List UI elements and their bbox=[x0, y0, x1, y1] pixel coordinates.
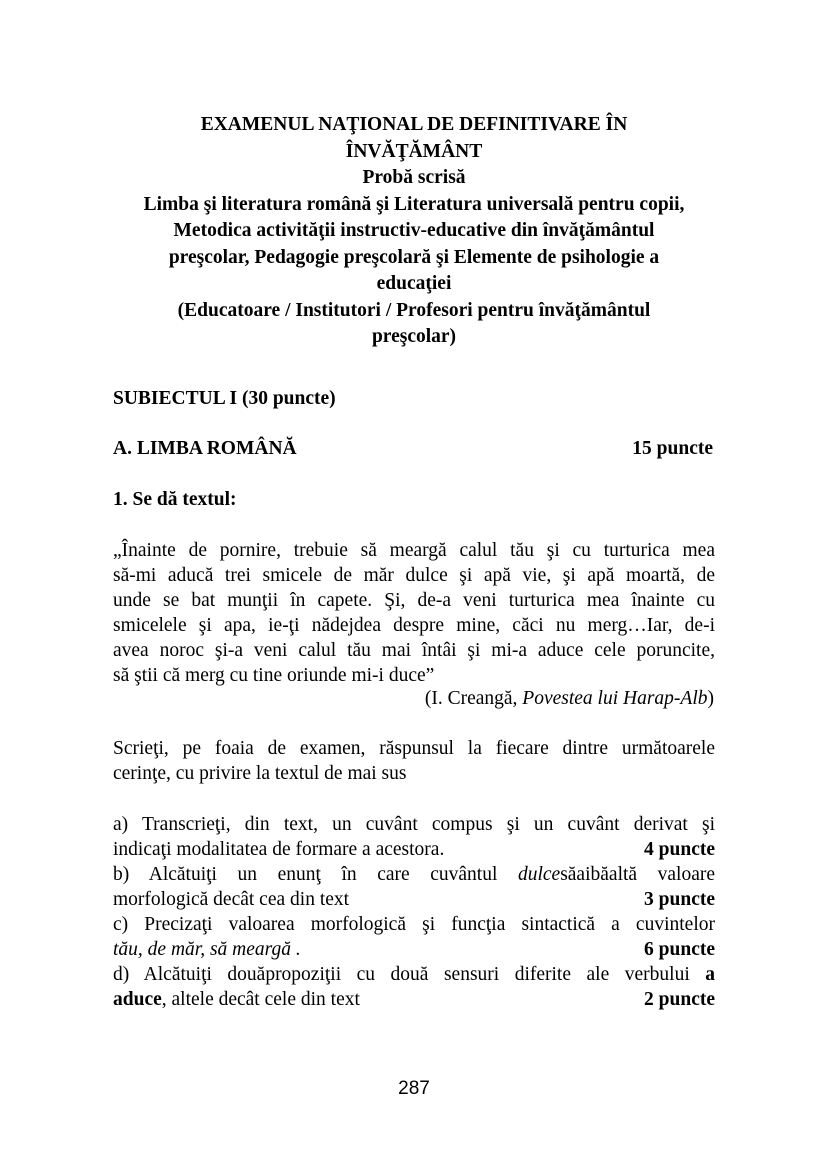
task-d-verb: aduce bbox=[113, 989, 162, 1010]
header-line: ÎNVĂŢĂMÂNT bbox=[345, 140, 483, 162]
header-line: educaţiei bbox=[376, 273, 452, 294]
header-line: EXAMENUL NAŢIONAL DE DEFINITIVARE ÎN bbox=[200, 114, 628, 135]
task-list bbox=[113, 812, 715, 1012]
task-d-verb: a bbox=[705, 964, 715, 985]
instruction-line: cerinţe, cu privire la textul de mai sus bbox=[113, 763, 407, 784]
task-d-text: d) Alcătuiţi douăpropoziţii cu două sensuri diferite ale verbului bbox=[113, 964, 706, 985]
quote-line: „Înainte de pornire, trebuie să meargă calul tău şi cu turturica mea bbox=[113, 540, 715, 561]
quote-line: să ştii că merg cu tine oriunde mi-i duce” bbox=[113, 665, 435, 686]
header-line: (Educatoare / Institutori / Profesori pentru învăţământul bbox=[177, 299, 651, 321]
citation-suffix: ) bbox=[707, 688, 714, 709]
quote-line: avea noroc şi-a veni calul tău mai întâi şi mi-a aduce cele poruncite, bbox=[113, 640, 715, 661]
header-line: preşcolar, Pedagogie preşcolară şi Elemente de psihologie a bbox=[168, 246, 660, 268]
section-heading bbox=[113, 438, 713, 460]
task-a-line bbox=[113, 837, 715, 862]
task-d-line bbox=[113, 962, 715, 987]
question-title: 1. Se dă textul: bbox=[113, 489, 237, 510]
quoted-text bbox=[113, 538, 715, 688]
citation bbox=[425, 688, 714, 710]
section-points: 15 puncte bbox=[632, 438, 713, 459]
header-line: Metodica activităţii instructiv-educative din învăţământul bbox=[173, 220, 655, 241]
task-d-line bbox=[113, 987, 715, 1012]
quote-line: să-mi aducă trei smicele de măr dulce şi apă vie, şi apă moartă, de bbox=[113, 565, 715, 586]
task-d-points: 2 puncte bbox=[644, 989, 715, 1010]
task-c-words: tău, de măr, să meargă . bbox=[113, 939, 301, 960]
task-a-line: a) Transcrieţi, din text, un cuvânt compus şi un cuvânt derivat şi bbox=[113, 814, 715, 835]
task-a-text: indicaţi modalitatea de formare a acestora. bbox=[113, 839, 445, 860]
task-c-points: 6 puncte bbox=[644, 939, 715, 960]
header-line: Limba şi literatura română şi Literatura universală pentru copii, bbox=[143, 193, 685, 215]
quote-line: unde se bat munţii în capete. Şi, de-a veni turturica mea înainte cu bbox=[113, 590, 715, 611]
task-a-points: 4 puncte bbox=[644, 839, 715, 860]
task-b-text: b) Alcătuiţi un enunţ în care cuvântul bbox=[113, 864, 518, 885]
section-label: A. LIMBA ROMÂNĂ bbox=[113, 438, 297, 459]
task-d-text-wrap bbox=[113, 987, 360, 1012]
exam-header bbox=[108, 112, 720, 351]
subject-title: SUBIECTUL I (30 puncte) bbox=[113, 388, 336, 409]
page-number: 287 bbox=[398, 1078, 430, 1099]
task-d-text: , altele decât cele din text bbox=[161, 989, 360, 1010]
citation-title: Povestea lui Harap-Alb bbox=[522, 688, 708, 709]
task-b-keyword: dulce bbox=[517, 864, 561, 885]
quote-line: smicelele şi apa, ie-ţi nădejdea despre mine, căci nu merg…Iar, de-i bbox=[113, 615, 715, 636]
header-line: preşcolar) bbox=[371, 326, 457, 347]
instruction-line: Scrieţi, pe foaia de examen, răspunsul la fiecare dintre următoarele bbox=[113, 738, 715, 759]
task-b-line bbox=[113, 887, 715, 912]
task-c-line: c) Precizaţi valoarea morfologică şi funcţia sintactică a cuvintelor bbox=[113, 914, 715, 935]
task-b-text: săaibăaltă valoare bbox=[560, 864, 715, 885]
citation-prefix: (I. Creangă, bbox=[424, 688, 523, 709]
task-b-text: morfologică decât cea din text bbox=[113, 889, 350, 910]
task-c-line bbox=[113, 937, 715, 962]
instruction bbox=[113, 736, 715, 786]
task-b-line bbox=[113, 862, 715, 887]
task-b-points: 3 puncte bbox=[644, 889, 715, 910]
header-line: Probă scrisă bbox=[362, 167, 466, 188]
